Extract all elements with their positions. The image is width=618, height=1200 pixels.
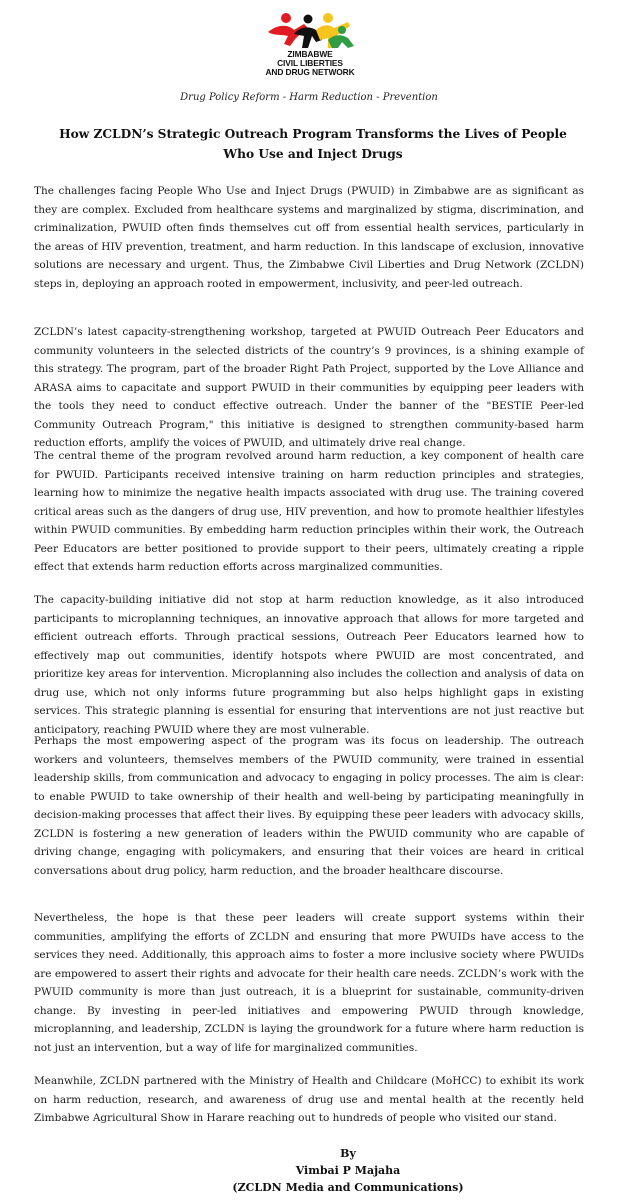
logo-line-3: AND DRUG NETWORK: [265, 67, 355, 77]
body-paragraph-2: ZCLDN’s latest capacity-strengthening workshop, targeted at PWUID Outreach Peer Educators and community volunteers in the selected districts of the country’s 9 provinces, is a shining example of this strategy. The program, part of the broader Right Path Project, supported by the Love Alliance and ARASA aims to capacitate and support PWUID in their communities by equipping peer leaders with the tools they need to conduct effective outreach. Under the banner of the "BESTIE Peer-led Community Outreach Program," this initiative is designed to strengthen community-based harm reduction efforts, amplify the voices of PWUID, and ultimately drive real change.: [34, 326, 584, 449]
logo-wordmark: [250, 50, 370, 77]
logo-line-2: CIVIL LIBERTIES: [277, 58, 343, 68]
author-byline: [198, 1145, 498, 1196]
body-paragraph-3: The central theme of the program revolved around harm reduction, a key component of health care for PWUID. Participants received intensive training on harm reduction principles and strategies, learning how to minimize the negative health impacts associated with drug use. The training covered critical areas such as the dangers of drug use, HIV prevention, and how to promote healthier lifestyles within PWUID communities. By embedding harm reduction principles within their work, the Outreach Peer Educators are better positioned to provide support to their peers, ultimately creating a ripple effect that extends harm reduction efforts across marginalized communities.: [34, 450, 584, 573]
body-paragraph-4: The capacity-building initiative did not stop at harm reduction knowledge, as it also introduced participants to microplanning techniques, an innovative approach that allows for more targeted and efficient outreach efforts. Through practical sessions, Outreach Peer Educators learned how to effectively map out communities, identify hotspots where PWUID are most concentrated, and prioritize key areas for intervention. Microplanning also includes the collection and analysis of data on drug use, which not only informs future programming but also helps highlight gaps in existing services. This strategic planning is essential for ensuring that interventions are not just reactive but anticipatory, reaching PWUID where they are most vulnerable.: [34, 594, 584, 736]
body-paragraph-1: The challenges facing People Who Use and Inject Drugs (PWUID) in Zimbabwe are as significant as they are complex. Excluded from healthcare systems and marginalized by stigma, discrimination, and criminalization, PWUID often finds themselves cut off from essential health services, particularly in the areas of HIV prevention, treatment, and harm reduction. In this landscape of exclusion, innovative solutions are necessary and urgent. Thus, the Zimbabwe Civil Liberties and Drug Network (ZCLDN) steps in, deploying an approach rooted in empowerment, inclusivity, and peer-led outreach.: [34, 185, 584, 290]
body-paragraph-5: Perhaps the most empowering aspect of the program was its focus on leadership. The outreach workers and volunteers, themselves members of the PWUID community, were trained in essential leadership skills, from communication and advocacy to engaging in policy processes. The aim is clear: to enable PWUID to take ownership of their health and well-being by participating meaningfully in decision-making processes that affect their lives. By equipping these peer leaders with advocacy skills, ZCLDN is fostering a new generation of leaders within the PWUID community who are capable of driving change, engaging with policymakers, and ensuring that their voices are heard in critical conversations about drug policy, harm reduction, and the broader healthcare discourse.: [34, 735, 584, 877]
body-paragraph-7: Meanwhile, ZCLDN partnered with the Ministry of Health and Childcare (MoHCC) to exhibit its work on harm reduction, research, and awareness of drug use and mental health at the recently held Zimbabwe Agricultural Show in Harare reaching out to hundreds of people who visited our stand.: [34, 1075, 584, 1124]
byline-author: Vimbai P Majaha: [295, 1164, 401, 1177]
article-title: How ZCLDN’s Strategic Outreach Program Transforms the Lives of People Who Use and Inject Drugs: [59, 127, 567, 161]
tagline: Drug Policy Reform - Harm Reduction - Prevention: [180, 92, 438, 103]
byline-role: (ZCLDN Media and Communications): [232, 1181, 464, 1194]
body-paragraph-6: Nevertheless, the hope is that these peer leaders will create support systems within their communities, amplifying the efforts of ZCLDN and ensuring that more PWUIDs have access to the services they need. Additionally, this approach aims to foster a more inclusive society where PWUIDs are empowered to assert their rights and advocate for their health care needs. ZCLDN’s work with the PWUID community is more than just outreach, it is a blueprint for sustainable, community-driven change. By investing in peer-led initiatives and empowering PWUID through knowledge, microplanning, and leadership, ZCLDN is laying the groundwork for a future where harm reduction is not just an intervention, but a way of life for marginalized communities.: [34, 912, 584, 1054]
zcldn-logo: [250, 10, 370, 80]
byline-by: By: [340, 1147, 356, 1160]
people-figures-icon: [264, 10, 356, 50]
logo-line-1: ZIMBABWE: [287, 49, 333, 59]
